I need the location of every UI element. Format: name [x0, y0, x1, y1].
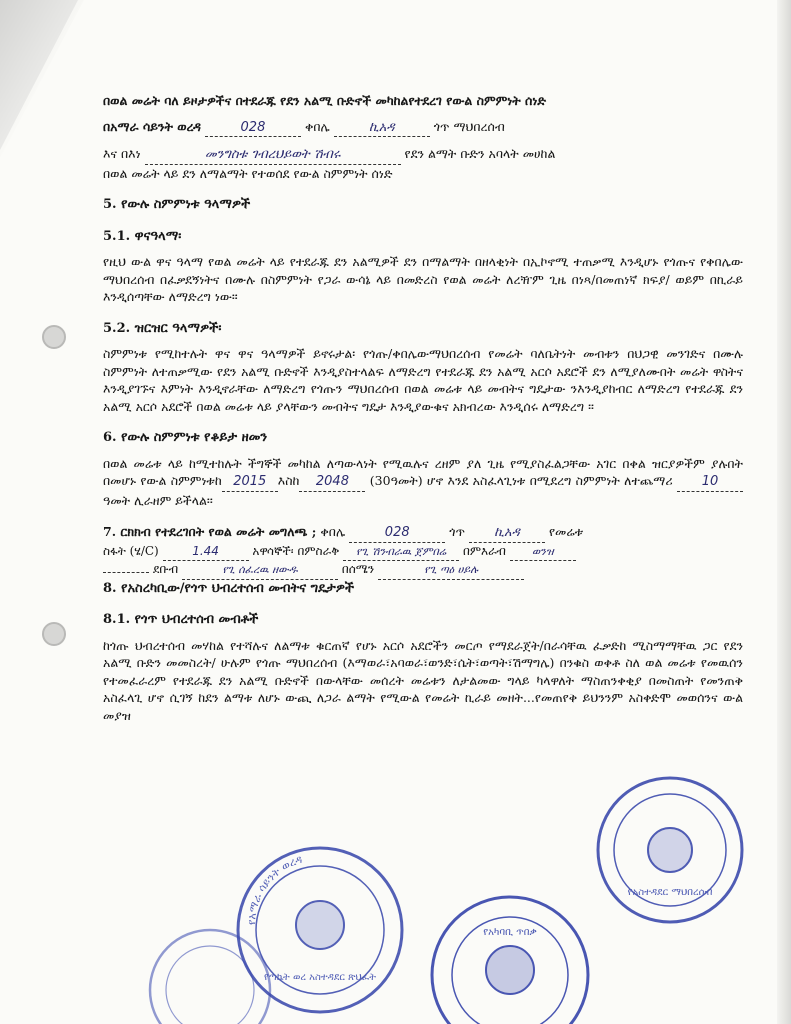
document-content	[103, 92, 743, 724]
community-label: ጎጥ ማህበረሰብ	[433, 118, 505, 134]
page-edge-shadow	[777, 0, 791, 1024]
stamp-2-arc-text: የአማራ ሳይንት ወረዳ	[244, 852, 304, 926]
stamp-bottom-middle	[432, 897, 588, 1024]
section-5-1-body: የዚህ ውል ዋና ዓላማ የወል መሬት ላይ የተደራጁ ደን አልሚዎች ደን በማልማት በዘላቂነት በኢኮኖሚ ተጠቃሚ እንዲሆኑ የጎጡና የቀበሌው ማህበረሰብ በፈቃደኝነትና በሙሉ በስምምነት የጋራ ውሳኔ ላይ በመድረስ የወል መሬት ለረዥም ጊዜ በነጻ/በመጠነኛ ክፍያ/ ወይም በኪራይ እንዲሰጣቸው ለማድረግ ነው፡፡	[103, 254, 743, 304]
section-7-line-3	[103, 561, 743, 580]
section-5-2-body: ስምምነቱ የሚከተሉት ዋና ዋና ዓላማዎች ይኖሩታል፡ የጎጡ/ቀበሌውማህበረሰብ የመሬት ባለቤትነት መብቱን በህጋዊ መንገድና በሙሉ ስምምነት ለተጠቃሚው የደን አልሚ ቡድኖች እንዲያስተላልፍ ለማድረግ የተደራጁ ደን አልሚ አርሶ አደሮች ደን ለሚያለሙበት መሬት ዋስትና እንዲያገኙና እምነት እንዲኖራቸው ለማድረግ የጎጡን ማህበረሰብ በወል መሬቱ ላይ መብትና ግዴታው ንእንዲያከብር ለማድረግ የተደራጁ ደን አልሚ አርሶ አደሮች በወል መሬቱ ላይ ያላቸውን መብትና ግዴታ እንዲያውቁና አክብረው እንዲሰሩ ለማድረግ ፡፡	[103, 346, 743, 414]
section-6-heading: 6. የውሉ ስምምነቱ የቆይታ ዘመን	[103, 430, 268, 445]
kebele-label: ቀበሌ	[304, 118, 330, 134]
extension-years-field: 10	[677, 473, 743, 492]
s7-got-field: ኪአዳ	[469, 524, 545, 543]
section-7-line-1	[103, 523, 743, 543]
section-8-heading: 8. የአስረካቢው/የጎጥ ህብረተሰብ መብትና ግዴታዎች	[103, 580, 355, 596]
east-label: አዋሳኞች፡ በምስራቅ	[252, 543, 340, 558]
south-label: ደቡብ	[152, 562, 179, 576]
west-label: በምእራብ	[462, 543, 506, 558]
s7-kebele-label: ቀበሌ	[320, 524, 346, 539]
section-6-text-d: ዓመት ሊራዘም ይችላል፡፡	[103, 492, 213, 508]
section-6-body	[103, 455, 743, 510]
section-6-text-c: (30ዓመት) ሆኖ እንደ አስፈላጊነቱ በሚደረግ ስምምነት ለተጨማሪ	[369, 473, 673, 488]
section-7-heading: 7. ርክክብ የተደረገበት የወል መሬት መግለጫ ;	[103, 524, 317, 539]
start-year-field: 2015	[222, 473, 278, 492]
document-title: በወል መሬት ባለ ይዞታዎችና በተደራጁ የደን አልሚ ቡድኖች መካከልየተደረገ የውል ስምምነት ሰነድ	[103, 93, 547, 108]
stamp-2-bottom-text: የጣኬት ወረ አስተዳደር ጽህፈት	[264, 972, 376, 983]
parties-line-2	[103, 145, 743, 165]
north-label: በሰሜን	[341, 562, 375, 576]
section-5-2-heading: 5.2. ዝርዝር ዓላማዎች፡	[103, 320, 222, 336]
west-field: ወንዝ	[510, 543, 576, 562]
north-field: የጊ ጣዕ ሀይሉ	[378, 561, 524, 580]
group-name-field: መንግስቱ ገብረህይወት ሽብሩ	[145, 146, 401, 165]
stamp-bottom-left	[238, 848, 402, 1012]
section-5-1-heading: 5.1. ዋናዓላማ፡	[103, 228, 182, 244]
south-blank	[103, 572, 149, 573]
stamp-top-right	[598, 778, 742, 922]
group-label: እና በእነ	[103, 146, 141, 161]
kebele-field: ኪአዳ	[334, 119, 430, 138]
punch-hole-upper	[42, 325, 66, 349]
stamp-3-text: የአካባቢ ጥበቃ	[483, 927, 537, 938]
parties-line-3: በወል መሬት ላይ ደን ለማልማት የተወሰደ የውል ስምምነት ሰነድ	[103, 165, 393, 181]
s7-land-label: የመሬቱ	[548, 524, 584, 539]
east-field: የጊ ሽንብራዉ ጀምበሬ	[343, 543, 459, 562]
section-6-text-b: እስከ	[277, 473, 300, 488]
section-5-heading: 5. የውሉ ስምምነቱ ዓላማዎች	[103, 197, 251, 212]
south-field: የጊ ሰፈረዉ ዘውዱ	[182, 561, 338, 580]
woreda-label: በአማራ ሳይንት ወረዳ	[103, 118, 201, 134]
s7-got-label: ጎጥ	[449, 524, 465, 539]
section-8-1-body: ከጎጡ ህብረተሰብ መሃከል የተሻሉና ለልማቱ ቁርጠኛ የሆኑ አርሶ አደሮችን መርጦ የማደራጀት/በራሳቸዉ ፈቃድከ ሚስማማቸዉ ጋር የደን አልሚ ቡድን መመስረት/ ሁሉም የጎጡ ማህበረሰብ (እማወራ፣አባወራ፣ወንድ፣ሴት፣ወጣት፣ሽማግሌ) በንቁስ ወቀቶ ስለ ወል መሬቱ የመዉሰን የተመፈራረም የተደራጁ ደን አልሚ ቡድኖች በውላቸው መሰረት መሬቱን ለታልመው ግላይ ካላዋለት ማስጠንቀቂያ በመስጠት የመንጠቅ አስፈላጊ ሆኖ ሲገኝ ከደን ልማቱ ለሆኑ ውጪ ለጋራ ልማት የሚውል የመሬት ኪራይ መዘት...የመጠየቅ ይህንንም አስቀድሞ መወሰንና ውል መያዝ	[103, 637, 743, 723]
parties-line-1	[103, 118, 743, 138]
group-suffix: የደን ልማት ቡድን አባላት መሀከል	[404, 146, 556, 161]
stamp-bottom-far-left	[150, 930, 270, 1024]
woreda-field: 028	[205, 119, 301, 138]
stamp-2-text	[245, 853, 304, 926]
area-label: ስፋት (ሄ/C)	[103, 543, 159, 558]
area-field: 1.44	[163, 543, 249, 562]
s7-kebele-field: 028	[349, 524, 445, 543]
section-8-1-heading: 8.1. የጎጥ ህብረተሰብ መብቶች	[103, 612, 259, 627]
stamp-1-text: የአስተዳደር ማህበረሰብ	[627, 887, 713, 898]
section-7-line-2	[103, 543, 743, 562]
section-6-text-a: በወል መሬቱ ላይ ከሚተከሉት ችግኞች መካከል ለጣውላነት የሚዉሉና ረዘም ያለ ጊዜ የሚያስፈልጋቸው አገር በቀል ዝርያዎችም ያሉበት በመሆኑ የውል ስምምነቱከ	[103, 455, 743, 488]
punch-hole-lower	[42, 622, 66, 646]
end-year-field: 2048	[299, 473, 365, 492]
